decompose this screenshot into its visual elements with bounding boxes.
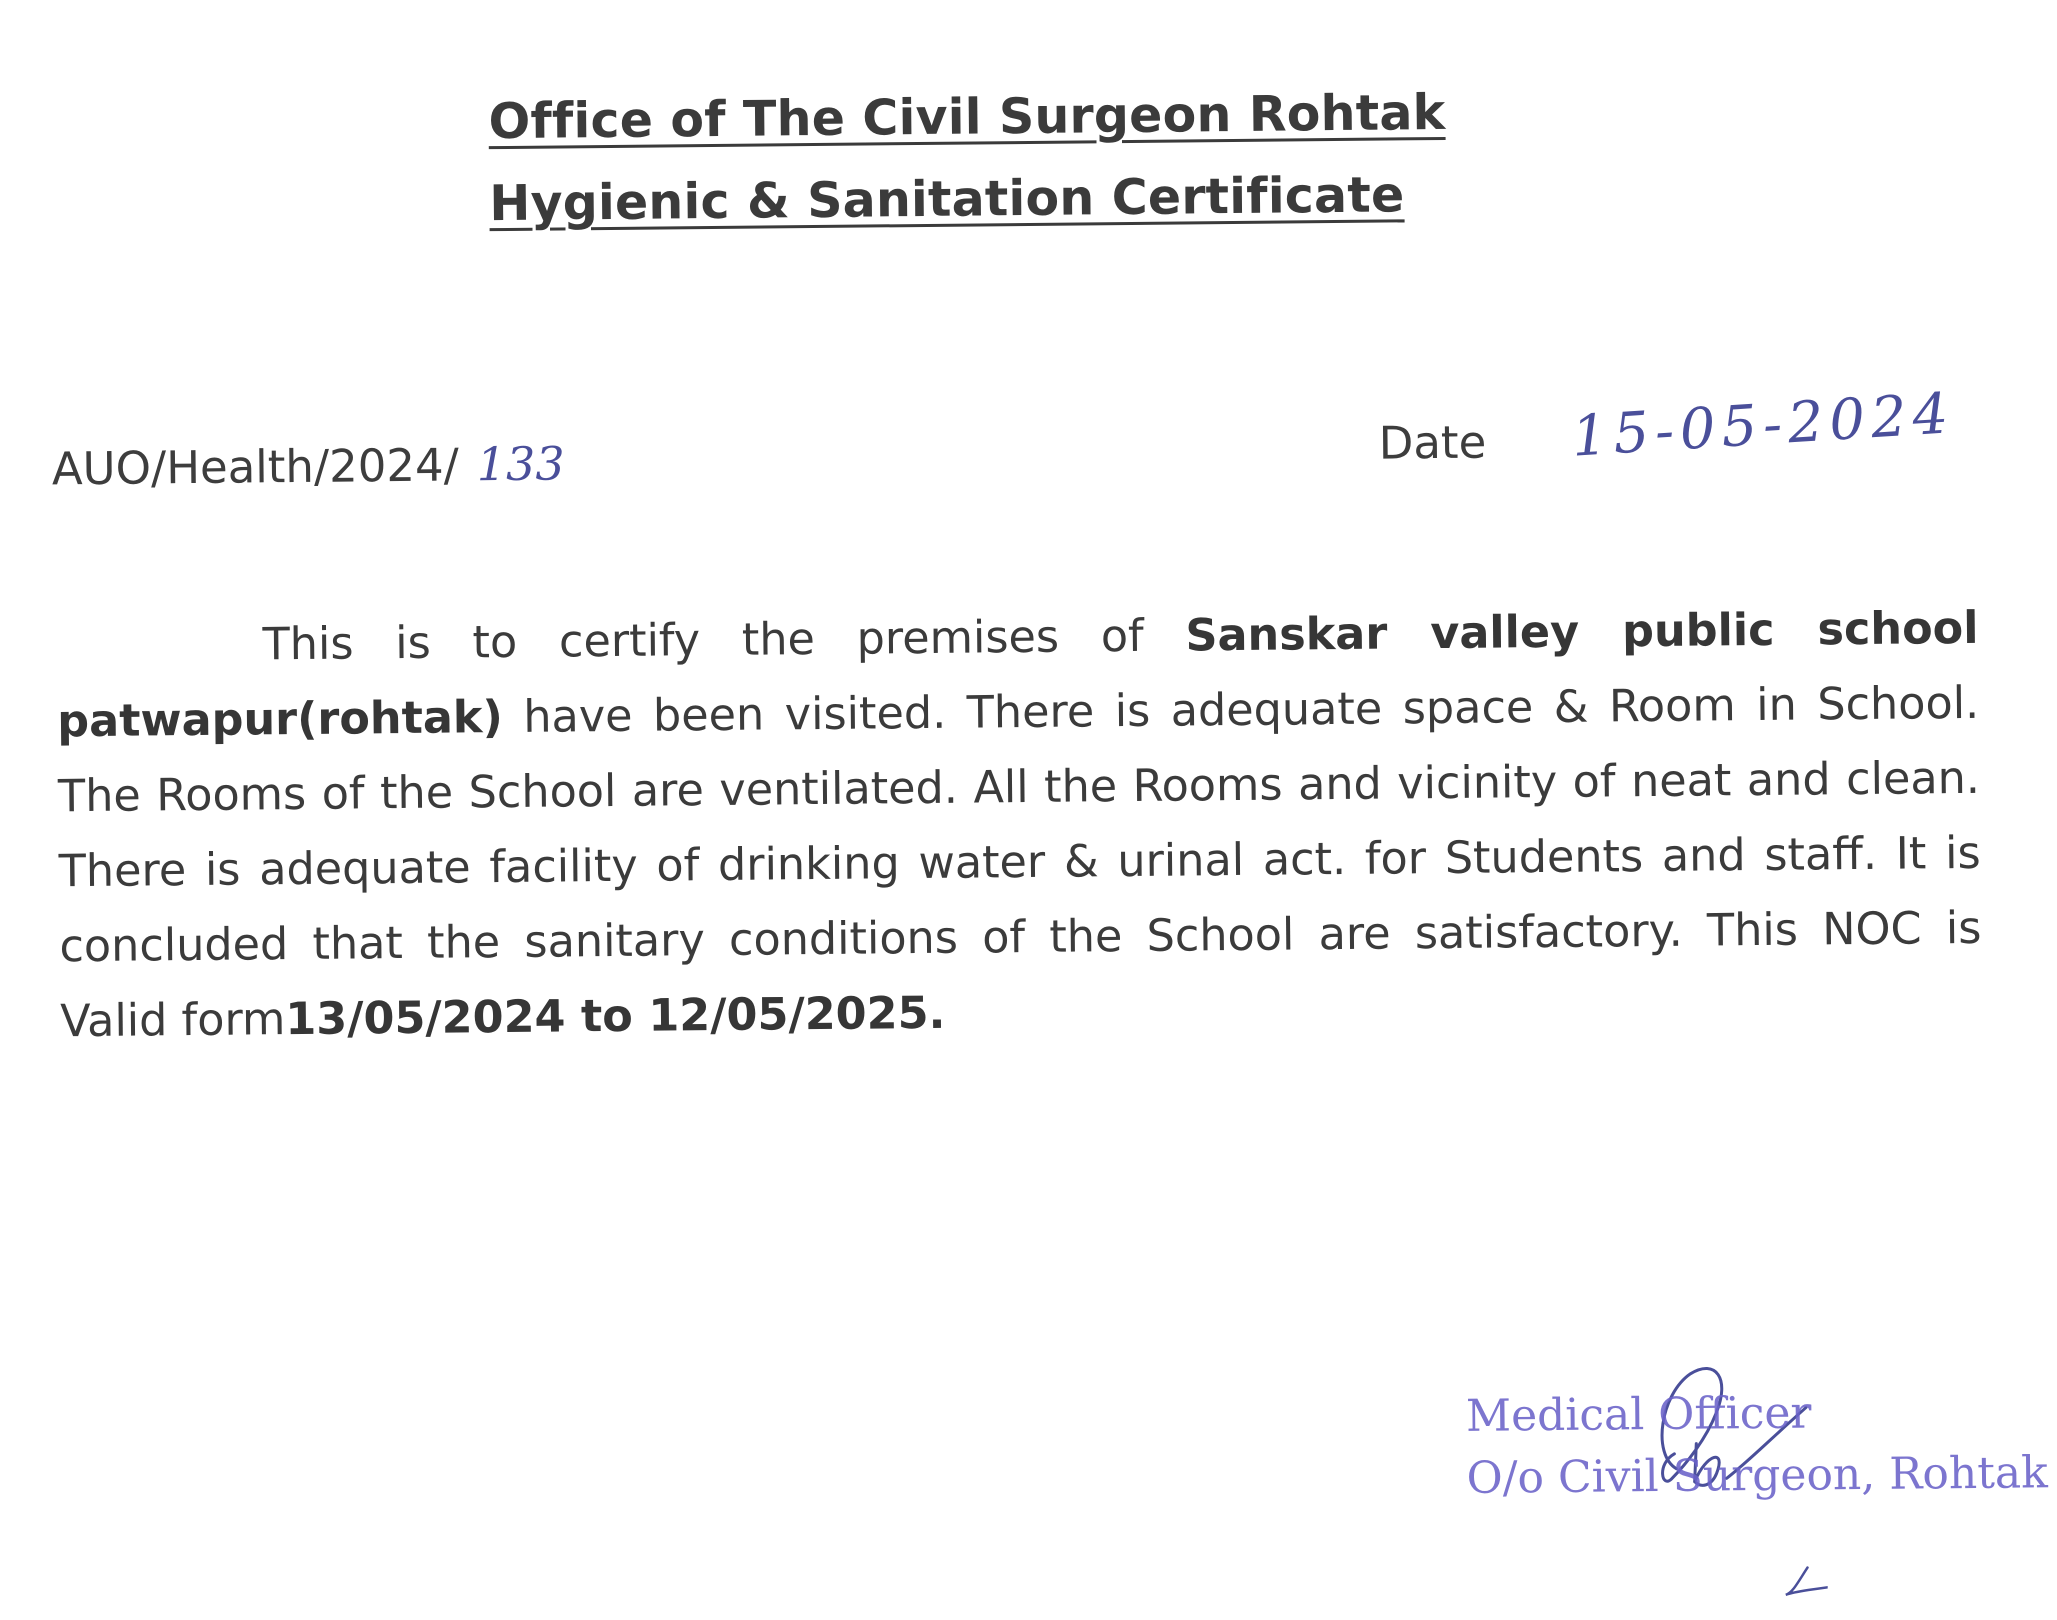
handwritten-date: 15-05-2024: [1569, 381, 1957, 470]
certificate-body: [56, 591, 1982, 1059]
handwritten-reference-number: 133: [476, 436, 565, 492]
stamp-line-officer: Medical Officer: [1465, 1387, 1812, 1442]
body-intro: This is to certify the premises of: [262, 610, 1186, 671]
office-title: Office of The Civil Surgeon Rohtak: [488, 83, 1446, 151]
reference-prefix: AUO/Health/2024/: [51, 438, 460, 496]
medical-officer-stamp: [1466, 1380, 2048, 1510]
certificate-title: Hygienic & Sanitation Certificate: [489, 166, 1405, 233]
body-main-text: have been visited. There is adequate space & Room in School. The Rooms of the School are ventilated. All the Rooms and vicinity of neat and clean. There is adequate facility of drinking water & urinal act. for Students and staff. It is concluded that the sanitary conditions of the School are satisfactory. This NOC is Valid form: [57, 677, 1982, 1048]
paragraph-indent: [57, 659, 263, 661]
school-name: Sanskar valley public school patwapur(rohtak): [57, 602, 1979, 748]
validity-period: 13/05/2024 to 12/05/2025.: [285, 987, 946, 1046]
reference-number-line: [52, 436, 565, 495]
date-label: Date: [1378, 415, 1487, 470]
stamp-line-office: O/o Civil Surgeon, Rohtak: [1466, 1447, 2048, 1504]
